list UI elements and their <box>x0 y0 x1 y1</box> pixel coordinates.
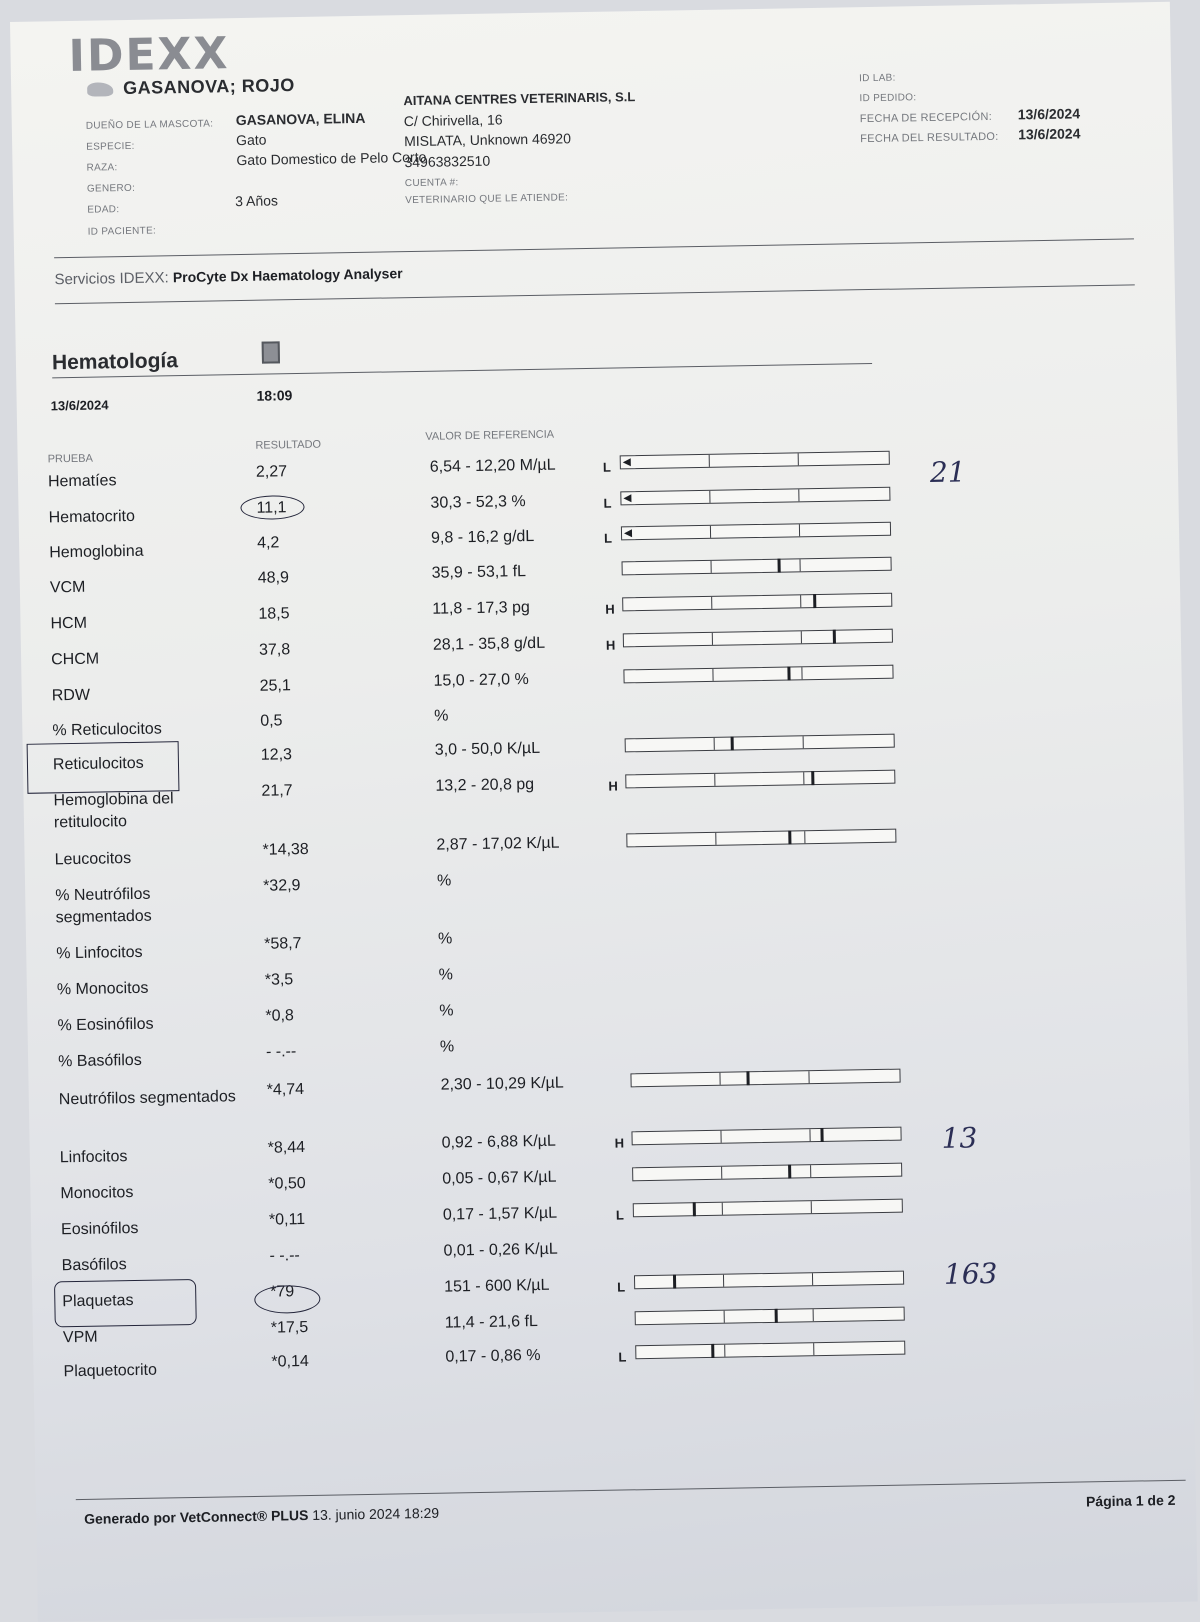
vet-label: VETERINARIO QUE LE ATIENDE: <box>405 192 569 207</box>
test-result: 4,2 <box>256 534 280 552</box>
species-label: ESPECIE: <box>86 140 135 153</box>
test-result: *0,14 <box>271 1352 309 1371</box>
bar-divider <box>710 526 711 538</box>
reference-range: 9,8 - 16,2 g/dL <box>430 527 535 547</box>
ink-box-reticulocitos <box>27 741 180 794</box>
col-result-header: RESULTADO <box>255 438 322 452</box>
received-label: FECHA DE RECEPCIÓN: <box>859 110 993 126</box>
test-result: 37,8 <box>258 641 291 659</box>
clinic-city: MISLATA, Unknown 46920 <box>403 130 572 150</box>
bar-divider <box>803 772 804 784</box>
bar-divider <box>804 831 805 843</box>
value-marker <box>788 830 791 844</box>
test-name: Monocitos <box>60 1184 134 1203</box>
account-label: CUENTA #: <box>404 177 459 190</box>
bar-divider <box>712 633 713 645</box>
flag-indicator: L <box>603 530 613 546</box>
bar-divider <box>813 1343 814 1355</box>
bar-divider <box>812 1273 813 1285</box>
gender-label: GENERO: <box>86 182 136 195</box>
test-result: 0,5 <box>260 712 283 730</box>
value-marker <box>813 594 816 608</box>
bar-divider <box>801 667 802 679</box>
bar-divider <box>714 738 715 750</box>
bar-divider <box>721 1131 722 1143</box>
table-row <box>59 1074 939 1119</box>
page-number: Página 1 de 2 <box>1085 1491 1176 1510</box>
bar-divider <box>722 1203 723 1215</box>
flag-indicator: L <box>615 1207 624 1223</box>
species-value: Gato <box>235 131 267 149</box>
clinic-phone: 34963832510 <box>404 152 491 171</box>
test-result: *0,11 <box>268 1211 306 1229</box>
section-date: 13/6/2024 <box>50 397 109 414</box>
test-name: % Neutrófilos segmentados <box>55 885 152 927</box>
bar-divider <box>810 1165 811 1177</box>
reference-range: 15,0 - 27,0 % <box>433 671 529 690</box>
bar-divider <box>716 833 717 845</box>
pet-name: GASANOVA; ROJO <box>122 75 296 99</box>
test-name: VCM <box>49 578 86 597</box>
cat-icon <box>87 82 113 96</box>
test-name: Reticulocitos <box>52 754 144 774</box>
bar-divider <box>812 1309 813 1321</box>
range-bar <box>630 1069 900 1088</box>
range-bar <box>626 829 896 848</box>
test-result: 25,1 <box>259 677 291 695</box>
bar-divider <box>800 595 801 607</box>
test-name: Hemoglobina del retitulocito <box>53 790 174 832</box>
test-result: 2,27 <box>255 463 288 481</box>
idexx-logo: IDEXX <box>68 28 230 82</box>
test-name: RDW <box>51 686 91 705</box>
reference-range: 13,2 - 20,8 pg <box>435 775 535 795</box>
test-result: 18,5 <box>258 605 290 623</box>
bar-divider <box>799 559 800 571</box>
section-time: 18:09 <box>256 387 293 404</box>
test-result: *79 <box>270 1283 295 1301</box>
value-marker <box>693 1202 696 1216</box>
bar-divider <box>799 524 800 536</box>
test-name: CHCM <box>50 650 100 669</box>
bar-divider <box>724 1311 725 1323</box>
test-name: % Eosinófilos <box>57 1015 154 1035</box>
owner-label: DUEÑO DE LA MASCOTA: <box>85 118 214 132</box>
bar-divider <box>709 455 710 467</box>
generated-by: Generado por VetConnect® PLUS <box>83 1507 309 1527</box>
clinic-name: AITANA CENTRES VETERINARIS, S.L <box>403 89 636 109</box>
value-marker <box>788 666 791 680</box>
reference-range: 2,30 - 10,29 K/µL <box>440 1074 564 1094</box>
reference-range: 0,17 - 0,86 % <box>445 1346 541 1366</box>
bar-divider <box>712 597 713 609</box>
test-name: Hemoglobina <box>49 542 144 562</box>
reference-range: 0,05 - 0,67 K/µL <box>442 1168 557 1188</box>
handwritten-note: 13 <box>941 1121 978 1155</box>
order-id-label: ID PEDIDO: <box>859 92 917 105</box>
value-marker <box>747 1071 750 1085</box>
flag-indicator: H <box>605 601 615 617</box>
reference-range: % <box>439 1002 454 1020</box>
breed-value: Gato Domestico de Pelo Corto <box>236 148 427 169</box>
test-name: Plaquetas <box>62 1292 134 1311</box>
test-result: *4,74 <box>266 1081 305 1099</box>
flag-indicator: L <box>603 495 612 511</box>
value-marker <box>775 1309 778 1323</box>
received-date: 13/6/2024 <box>1017 105 1081 123</box>
test-result: *58,7 <box>263 935 302 953</box>
owner-value: GASANOVA, ELINA <box>235 109 366 129</box>
result-date-label: FECHA DEL RESULTADO: <box>860 130 999 146</box>
divider <box>76 1480 1186 1500</box>
low-arrow-icon <box>623 494 631 502</box>
flag-indicator: L <box>617 1279 626 1295</box>
bar-divider <box>725 1345 726 1357</box>
test-name: Eosinófilos <box>60 1219 139 1239</box>
test-result: *3,5 <box>264 971 294 989</box>
low-arrow-icon <box>624 529 632 537</box>
age-value: 3 Años <box>235 192 279 210</box>
test-name: % Monocitos <box>56 979 149 999</box>
ink-box-plaquetas <box>54 1279 197 1327</box>
test-name: Hematíes <box>47 472 117 491</box>
test-result: 11,1 <box>256 499 287 517</box>
test-result: 48,9 <box>257 569 290 587</box>
patient-id-label: ID PACIENTE: <box>87 225 157 238</box>
test-name: HCM <box>50 614 88 633</box>
reference-range: 151 - 600 K/µL <box>443 1276 550 1296</box>
footer-generated <box>84 1505 439 1527</box>
bar-divider <box>811 1201 812 1213</box>
bar-divider <box>722 1167 723 1179</box>
test-name: Hematocrito <box>48 507 136 527</box>
test-name: Plaquetocrito <box>63 1361 158 1381</box>
handwritten-note: 21 <box>929 455 966 490</box>
value-marker <box>820 1128 823 1142</box>
test-result: *14,38 <box>262 840 309 859</box>
divider <box>55 284 1135 304</box>
services-label: Servicios IDEXX: <box>54 269 169 289</box>
test-name: Neutrófilos segmentados <box>58 1088 236 1109</box>
reference-range: 30,3 - 52,3 % <box>430 493 526 512</box>
reference-range: % <box>437 930 453 948</box>
bar-divider <box>720 1073 721 1085</box>
section-title: Hematología <box>51 349 179 375</box>
test-result: 21,7 <box>261 782 293 800</box>
services-line <box>54 265 402 288</box>
report-sheet <box>10 2 1198 1622</box>
reference-range: 0,17 - 1,57 K/µL <box>442 1204 558 1224</box>
bar-divider <box>723 1275 724 1287</box>
bar-divider <box>809 1129 810 1141</box>
handwritten-note: 163 <box>943 1256 998 1291</box>
tube-icon <box>262 341 280 363</box>
reference-range: % <box>434 707 449 725</box>
bar-divider <box>808 1071 809 1083</box>
flag-indicator: H <box>614 1135 625 1151</box>
generated-date: 13. junio 2024 18:29 <box>312 1504 440 1523</box>
divider <box>54 238 1134 258</box>
bar-divider <box>711 561 712 573</box>
test-result: *0,8 <box>265 1007 295 1025</box>
result-date: 13/6/2024 <box>1017 125 1081 143</box>
reference-range: 11,4 - 21,6 fL <box>444 1312 539 1332</box>
reference-range: 35,9 - 53,1 fL <box>431 563 527 582</box>
reference-range: % <box>438 966 454 984</box>
col-ref-header: VALOR DE REFERENCIA <box>425 428 555 443</box>
clinic-address: C/ Chirivella, 16 <box>403 111 503 130</box>
test-result: 12,3 <box>260 746 293 764</box>
test-name: Leucocitos <box>54 850 132 869</box>
reference-range: 0,92 - 6,88 K/µL <box>441 1132 556 1152</box>
reference-range: 11,8 - 17,3 pg <box>432 599 531 618</box>
value-marker <box>811 771 814 785</box>
test-result: - -.-- <box>269 1247 300 1265</box>
breed-label: RAZA: <box>86 162 118 174</box>
flag-indicator: H <box>608 778 618 794</box>
bar-divider <box>713 669 714 681</box>
range-bar <box>620 451 890 470</box>
test-result: *17,5 <box>270 1318 309 1337</box>
lab-id-label: ID LAB: <box>859 72 896 85</box>
test-name: Linfocitos <box>59 1148 128 1167</box>
reference-range: 2,87 - 17,02 K/µL <box>436 834 560 854</box>
test-result: - -.-- <box>265 1043 297 1061</box>
col-test-header: PRUEBA <box>47 452 93 466</box>
bar-divider <box>802 736 803 748</box>
value-marker <box>788 1165 791 1179</box>
bar-divider <box>715 774 716 786</box>
flag-indicator: H <box>605 637 616 653</box>
bar-divider <box>801 631 802 643</box>
value-marker <box>833 630 836 644</box>
reference-range: % <box>436 872 452 890</box>
test-name: Basófilos <box>61 1256 127 1275</box>
test-result: *32,9 <box>262 877 301 895</box>
test-name: % Basófilos <box>58 1051 142 1071</box>
range-bar <box>631 1127 901 1146</box>
reference-range: 3,0 - 50,0 K/µL <box>434 739 541 759</box>
test-result: *8,44 <box>267 1139 306 1157</box>
reference-range: 0,01 - 0,26 K/µL <box>443 1240 558 1260</box>
bar-divider <box>710 491 711 503</box>
value-marker <box>672 1275 675 1289</box>
analyser-name: ProCyte Dx Haematology Analyser <box>172 265 403 286</box>
reference-range: 28,1 - 35,8 g/dL <box>432 634 546 654</box>
reference-range: 6,54 - 12,20 M/µL <box>429 456 556 476</box>
test-name: % Reticulocitos <box>52 720 162 740</box>
reference-range: % <box>439 1038 455 1056</box>
bar-divider <box>798 489 799 501</box>
test-name: VPM <box>62 1328 98 1347</box>
value-marker <box>711 1344 714 1358</box>
value-marker <box>778 559 781 573</box>
value-marker <box>730 736 733 750</box>
test-name: % Linfocitos <box>56 943 143 963</box>
age-label: EDAD: <box>87 204 120 216</box>
low-arrow-icon <box>623 458 631 466</box>
test-result: *0,50 <box>268 1175 306 1193</box>
bar-divider <box>798 453 799 465</box>
flag-indicator: L <box>602 459 611 475</box>
flag-indicator: L <box>618 1349 627 1365</box>
